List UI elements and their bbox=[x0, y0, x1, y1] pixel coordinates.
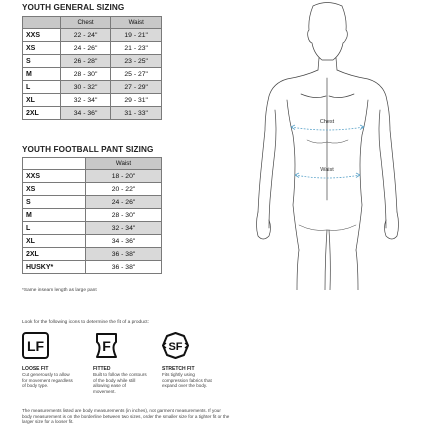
waist-label: Waist bbox=[320, 167, 334, 173]
measurement-cell: 34 - 36" bbox=[86, 235, 162, 248]
size-cell: 2XL bbox=[23, 107, 61, 120]
measurement-cell: 36 - 38" bbox=[86, 261, 162, 274]
measurement-cell: 30 - 32" bbox=[60, 81, 111, 94]
fit-title: LOOSE FIT bbox=[22, 366, 49, 372]
general-sizing-title: YOUTH GENERAL SIZING bbox=[22, 3, 125, 12]
measurement-cell: 22 - 24" bbox=[60, 29, 111, 42]
table-row bbox=[23, 261, 162, 274]
size-cell: XXS bbox=[23, 29, 61, 42]
table-row bbox=[23, 68, 162, 81]
table-row bbox=[23, 42, 162, 55]
measurement-disclaimer: The measurements listed are body measurements (in inches), not garment measurements. If your body measurement is on the borderline between two sizes, order the smaller size for a tighter fit or the larger size for a looser fit. bbox=[22, 408, 230, 425]
measurement-cell: 27 - 29" bbox=[111, 81, 162, 94]
stretch-fit-icon-text: SF bbox=[168, 341, 183, 353]
size-cell: L bbox=[23, 222, 86, 235]
fit-legend-loose bbox=[22, 332, 82, 389]
size-cell: M bbox=[23, 209, 86, 222]
measurement-cell: 21 - 23" bbox=[111, 42, 162, 55]
fit-description: Built to follow the contours of the body while still allowing ease of movement. bbox=[93, 372, 147, 394]
size-cell: S bbox=[23, 196, 86, 209]
fitted-icon bbox=[93, 332, 120, 359]
size-cell: XS bbox=[23, 183, 86, 196]
table-row bbox=[23, 94, 162, 107]
table-row bbox=[23, 248, 162, 261]
table-row bbox=[23, 222, 162, 235]
table-header-cell: Waist bbox=[86, 158, 162, 170]
size-cell: L bbox=[23, 81, 61, 94]
measurement-cell: 18 - 20" bbox=[86, 170, 162, 183]
size-cell: HUSKY* bbox=[23, 261, 86, 274]
measurement-cell: 28 - 30" bbox=[60, 68, 111, 81]
measurement-cell: 25 - 27" bbox=[111, 68, 162, 81]
loose-fit-icon bbox=[22, 332, 49, 359]
size-cell: 2XL bbox=[23, 248, 86, 261]
table-header-cell bbox=[23, 17, 61, 29]
table-header-cell: Waist bbox=[111, 17, 162, 29]
measurement-cell: 31 - 33" bbox=[111, 107, 162, 120]
body-outline-figure bbox=[225, 0, 430, 290]
table-row bbox=[23, 196, 162, 209]
table-header-cell bbox=[23, 158, 86, 170]
measurement-cell: 20 - 22" bbox=[86, 183, 162, 196]
table-row bbox=[23, 209, 162, 222]
general-sizing-table bbox=[22, 16, 162, 120]
measurement-cell: 23 - 25" bbox=[111, 55, 162, 68]
measurement-cell: 26 - 28" bbox=[60, 55, 111, 68]
measurement-cell: 32 - 34" bbox=[86, 222, 162, 235]
chest-measurement bbox=[291, 119, 364, 130]
measurement-cell: 24 - 26" bbox=[86, 196, 162, 209]
measurement-cell: 28 - 30" bbox=[86, 209, 162, 222]
measurement-cell: 32 - 34" bbox=[60, 94, 111, 107]
table-row bbox=[23, 170, 162, 183]
measurement-cell: 29 - 31" bbox=[111, 94, 162, 107]
table-header-row bbox=[23, 17, 162, 29]
fit-title: STRETCH FIT bbox=[162, 366, 195, 372]
fit-legend-fitted bbox=[93, 332, 153, 394]
table-header-row bbox=[23, 158, 162, 170]
measurement-cell: 19 - 21" bbox=[111, 29, 162, 42]
fit-intro-text: Look for the following icons to determine the fit of a product: bbox=[22, 320, 149, 325]
size-cell: XS bbox=[23, 42, 61, 55]
size-cell: XL bbox=[23, 235, 86, 248]
measurement-cell: 24 - 26" bbox=[60, 42, 111, 55]
size-cell: M bbox=[23, 68, 61, 81]
fit-description: Fits tightly using compression fabrics that expand over the body. bbox=[162, 372, 212, 389]
pant-footnote: *Same inseam length as large pant bbox=[22, 288, 97, 293]
table-row bbox=[23, 107, 162, 120]
pant-sizing-table bbox=[22, 157, 162, 274]
table-row bbox=[23, 55, 162, 68]
size-cell: XL bbox=[23, 94, 61, 107]
table-header-cell: Chest bbox=[60, 17, 111, 29]
fitted-icon-text: F bbox=[102, 338, 111, 354]
size-cell: XXS bbox=[23, 170, 86, 183]
pant-sizing-title: YOUTH FOOTBALL PANT SIZING bbox=[22, 145, 154, 154]
table-row bbox=[23, 29, 162, 42]
body-outline bbox=[257, 3, 399, 291]
size-cell: S bbox=[23, 55, 61, 68]
table-row bbox=[23, 183, 162, 196]
measurement-cell: 34 - 36" bbox=[60, 107, 111, 120]
fit-description: Cut generously to allow for movement regardless of body type. bbox=[22, 372, 73, 389]
table-row bbox=[23, 235, 162, 248]
fit-legend-stretch bbox=[162, 332, 222, 389]
measurement-cell: 36 - 38" bbox=[86, 248, 162, 261]
stretch-fit-icon bbox=[162, 332, 189, 359]
loose-fit-icon-text: LF bbox=[26, 338, 45, 354]
fit-title: FITTED bbox=[93, 366, 111, 372]
table-row bbox=[23, 81, 162, 94]
chest-label: Chest bbox=[319, 119, 335, 125]
waist-measurement bbox=[295, 167, 360, 178]
